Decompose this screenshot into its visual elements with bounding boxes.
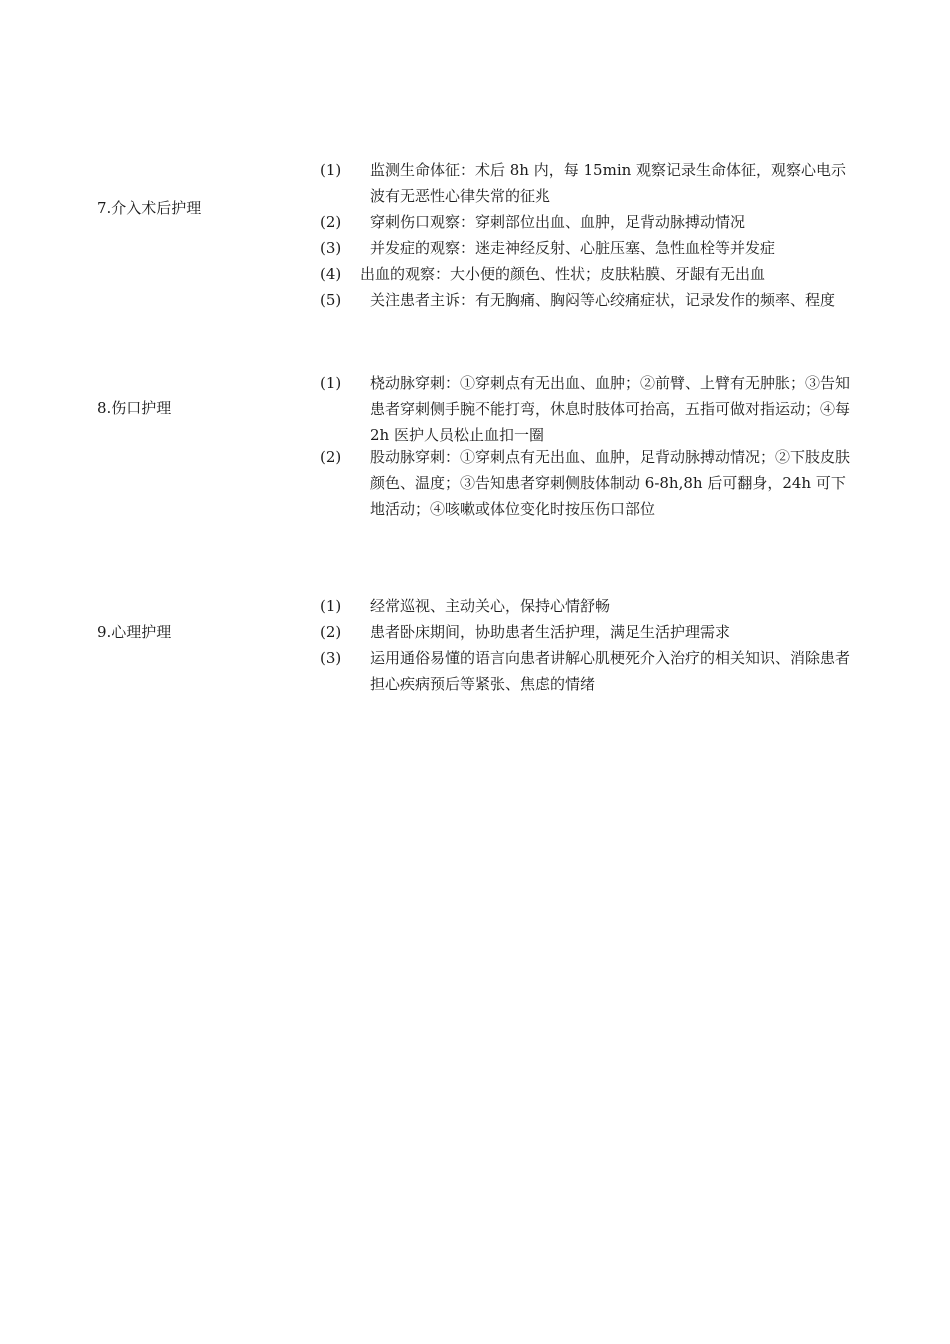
- section-title: 8.伤口护理: [97, 399, 172, 417]
- item-number: (1): [320, 161, 342, 179]
- item-text: 监测生命体征：术后 8h 内，每 15min 观察记录生命体征，观察心电示波有无恶性心律失常的征兆: [370, 161, 847, 205]
- item-number: (3): [320, 239, 342, 257]
- item-number: (2): [320, 623, 342, 641]
- item-text: 穿刺伤口观察：穿刺部位出血、血肿，足背动脉搏动情况: [370, 213, 746, 231]
- item-text: 并发症的观察：迷走神经反射、心脏压塞、急性血栓等并发症: [370, 239, 776, 257]
- item-number: (5): [320, 291, 342, 309]
- item-text: 桡动脉穿刺：①穿刺点有无出血、血肿；②前臂、上臂有无肿胀；③告知患者穿刺侧手腕不能打弯，休息时肢体可抬高，五指可做对指运动；④每 2h 医护人员松止血扣一圈: [370, 374, 851, 444]
- item-text: 运用通俗易懂的语言向患者讲解心肌梗死介入治疗的相关知识、消除患者担心疾病预后等紧张、焦虑的情绪: [370, 649, 851, 693]
- item-text: 股动脉穿刺：①穿刺点有无出血、血肿，足背动脉搏动情况；②下肢皮肤颜色、温度；③告知患者穿刺侧肢体制动 6-8h,8h 后可翻身，24h 可下地活动；④咳嗽或体位变化时按压伤口部位: [370, 448, 851, 518]
- item-number: (3): [320, 649, 342, 667]
- item-text: 关注患者主诉：有无胸痛、胸闷等心绞痛症状，记录发作的频率、程度: [370, 291, 836, 309]
- item-text: 患者卧床期间，协助患者生活护理，满足生活护理需求: [370, 623, 731, 641]
- item-number: (1): [320, 597, 342, 615]
- item-text: 出血的观察：大小便的颜色、性状；皮肤粘膜、牙龈有无出血: [360, 265, 766, 283]
- item-number: (4): [320, 265, 342, 283]
- section-title: 7.介入术后护理: [97, 199, 202, 217]
- item-number: (2): [320, 213, 342, 231]
- item-number: (2): [320, 448, 342, 466]
- item-text: 经常巡视、主动关心，保持心情舒畅: [370, 597, 611, 615]
- item-number: (1): [320, 374, 342, 392]
- section-title: 9.心理护理: [97, 623, 172, 641]
